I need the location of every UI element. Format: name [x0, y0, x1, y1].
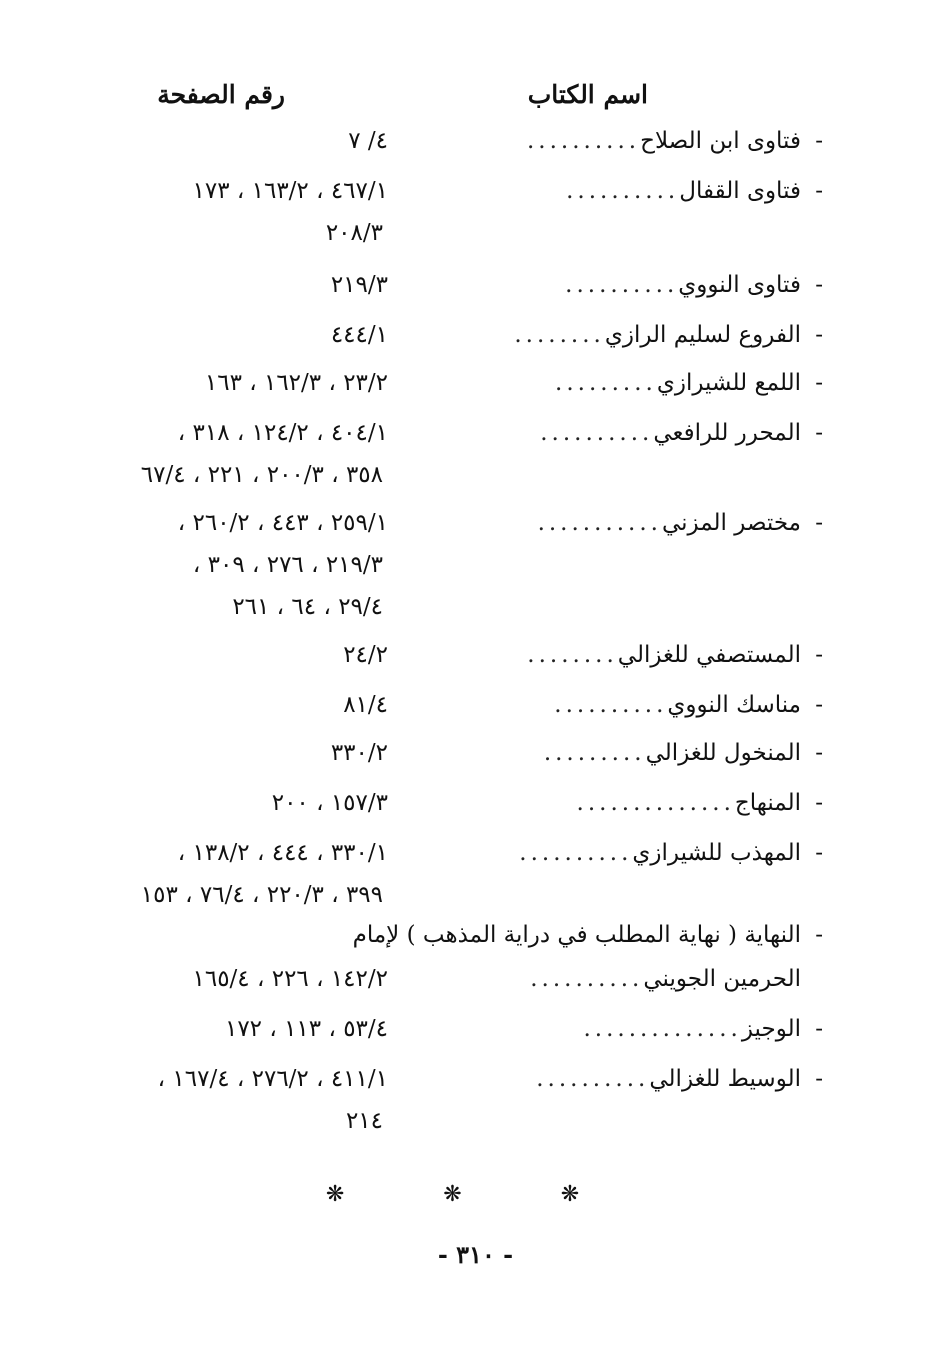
entry-dash: - [815, 840, 823, 866]
entry-dash: - [815, 420, 823, 446]
book-title: المحرر للرافعي [653, 420, 801, 446]
leader-dots: .............. [576, 790, 735, 816]
page-number-column-header: رقم الصفحة [157, 80, 285, 109]
entry-dash: - [815, 370, 823, 396]
page-references: ٢١٩/٣ [330, 272, 388, 298]
page-references: ٢٤/٢ [343, 642, 388, 668]
page-references-continued: ٢١٩/٣ ، ٢٧٦ ، ٣٠٩ ، [192, 552, 383, 578]
page-references: ٢٥٩/١ ، ٤٤٣ ، ٢٦٠/٢ ، [177, 510, 388, 536]
entry-row [103, 128, 823, 174]
book-title: مختصر المزني [661, 510, 801, 536]
book-title: المستصفي للغزالي [617, 642, 801, 668]
leader-dots: .......... [519, 840, 633, 866]
entry-row [103, 420, 823, 466]
page-references-continued: ٣٥٨ ، ٢٠٠/٣ ، ٢٢١ ، ٦٧/٤ [140, 462, 383, 488]
index-entry [103, 178, 823, 246]
entry-dash: - [815, 178, 823, 204]
entry-row [103, 922, 823, 968]
entry-dash: - [815, 322, 823, 348]
book-title: الحرمين الجويني [643, 966, 801, 992]
ornament-divider: ❋ ❋ ❋ [325, 1182, 626, 1207]
entry-dash: - [815, 1066, 823, 1092]
page-references: ٣٣٠/٢ [330, 740, 388, 766]
page-references-continued: ٣٩٩ ، ٢٢٠/٣ ، ٧٦/٤ ، ١٥٣ [140, 882, 383, 908]
index-entry [103, 790, 823, 836]
page-references: ٤١١/١ ، ٢٧٦/٢ ، ١٦٧/٤ ، [157, 1066, 388, 1092]
book-title: الفروع لسليم الرازي [604, 322, 801, 348]
entry-row [103, 1016, 823, 1062]
entry-dash: - [815, 692, 823, 718]
entry-dash: - [815, 642, 823, 668]
page-references: ١٥٧/٣ ، ٢٠٠ [271, 790, 388, 816]
book-name-column-header: اسم الكتاب [527, 80, 648, 109]
entry-row [103, 322, 823, 368]
leader-dots: .......... [530, 966, 644, 992]
page-references: ٨١/٤ [343, 692, 388, 718]
book-title: الوسيط للغزالي [649, 1066, 801, 1092]
leader-dots: .......... [536, 1066, 650, 1092]
index-entry [103, 420, 823, 488]
book-title: مناسك النووي [667, 692, 801, 718]
book-title: الوجيز [741, 1016, 801, 1042]
entry-row [103, 692, 823, 738]
index-entry [103, 128, 823, 174]
book-title: فتاوى ابن الصلاح [640, 128, 801, 154]
leader-dots: ........... [537, 510, 662, 536]
book-title: المنهاج [734, 790, 801, 816]
leader-dots: ........ [527, 642, 618, 668]
page-references: ٤٦٧/١ ، ١٦٣/٢ ، ١٧٣ [192, 178, 388, 204]
index-entry [103, 510, 823, 620]
page-references-continued: ٢٩/٤ ، ٦٤ ، ٢٦١ [232, 594, 383, 620]
page-references: ٣٣٠/١ ، ٤٤٤ ، ١٣٨/٢ ، [177, 840, 388, 866]
leader-dots: .............. [583, 1016, 742, 1042]
entry-row [103, 272, 823, 318]
entry-row [103, 178, 823, 224]
entry-row [103, 740, 823, 786]
index-entry [103, 922, 823, 968]
entry-dash: - [815, 272, 823, 298]
entry-row [103, 840, 823, 886]
index-entry [103, 740, 823, 786]
entry-dash: - [815, 1016, 823, 1042]
entry-dash: - [815, 740, 823, 766]
leader-dots: .......... [554, 692, 668, 718]
index-entry [103, 966, 823, 1012]
book-title: المنخول للغزالي [645, 740, 801, 766]
entry-row [103, 370, 823, 416]
entry-row [103, 1066, 823, 1112]
leader-dots: ......... [543, 740, 646, 766]
book-title: فتاوى النووي [678, 272, 801, 298]
book-title: المهذب للشيرازي [632, 840, 801, 866]
entry-row [103, 510, 823, 556]
book-title: النهاية ( نهاية المطلب في دراية المذهب ) لإمام [352, 922, 801, 948]
entry-dash: - [815, 922, 823, 948]
index-entry [103, 1016, 823, 1062]
page-references: ٢٣/٢ ، ١٦٢/٣ ، ١٦٣ [204, 370, 388, 396]
entry-row [103, 790, 823, 836]
index-entry [103, 642, 823, 688]
page-references: ١٤٢/٢ ، ٢٢٦ ، ١٦٥/٤ [192, 966, 388, 992]
page-references: ٤/ ٧ [348, 128, 388, 154]
page-references-continued: ٢٠٨/٣ [325, 220, 383, 246]
entry-dash: - [815, 510, 823, 536]
page-references: ٤٠٤/١ ، ١٢٤/٢ ، ٣١٨ ، [177, 420, 388, 446]
index-entry [103, 322, 823, 368]
index-entry [103, 1066, 823, 1134]
leader-dots: .......... [565, 272, 679, 298]
book-title: اللمع للشيرازي [656, 370, 801, 396]
entry-dash: - [815, 128, 823, 154]
leader-dots: .......... [526, 128, 641, 154]
leader-dots: .......... [540, 420, 654, 446]
page-number: - ٣١٠ - [437, 1240, 514, 1269]
page-references-continued: ٢١٤ [345, 1108, 383, 1134]
entry-row [103, 966, 823, 1012]
index-entry [103, 692, 823, 738]
leader-dots: ......... [555, 370, 657, 396]
index-entry [103, 370, 823, 416]
book-title: فتاوى القفال [679, 178, 801, 204]
page-references: ٥٣/٤ ، ١١٣ ، ١٧٢ [224, 1016, 388, 1042]
page-references: ٤٤٤/١ [330, 322, 388, 348]
leader-dots: ........ [514, 322, 605, 348]
leader-dots: .......... [566, 178, 680, 204]
entry-row [103, 642, 823, 688]
index-entry [103, 272, 823, 318]
index-entry [103, 840, 823, 908]
entry-dash: - [815, 790, 823, 816]
